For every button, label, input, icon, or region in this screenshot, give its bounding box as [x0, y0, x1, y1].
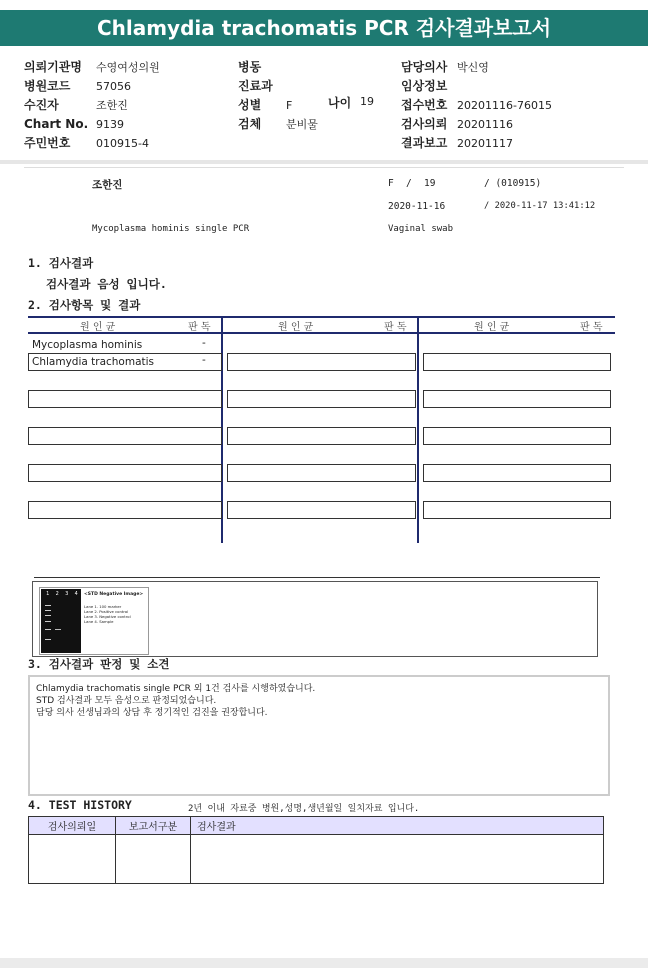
- header-divider-line: [24, 167, 624, 168]
- patient-age: 19: [424, 178, 436, 189]
- gel-band: [45, 639, 51, 640]
- resident-no-label: 주민번호: [24, 136, 71, 150]
- chart-no-label: Chart No.: [24, 117, 89, 131]
- result-row-box: [423, 464, 611, 482]
- gel-band: [45, 605, 51, 606]
- gel-lane-label: 4: [74, 591, 78, 597]
- result-row-box: [227, 390, 416, 408]
- hospital-label: 의뢰기관명: [24, 60, 82, 74]
- result-name-2: Chlamydia trachomatis: [32, 356, 155, 368]
- request-date-value: 20201116: [457, 118, 513, 131]
- receipt-no-value: 20201116-76015: [457, 99, 552, 112]
- gel-image: [39, 587, 149, 655]
- specimen-value: 분비물: [286, 118, 318, 131]
- section3-title: 3. 검사결과 판정 및 소견: [28, 657, 170, 671]
- report-date-value: 20201117: [457, 137, 513, 150]
- header-left: [24, 56, 160, 151]
- result-name-1: Mycoplasma hominis: [32, 339, 143, 351]
- result-row-box: [423, 427, 611, 445]
- patient-sex: F: [388, 178, 394, 189]
- result-row-box: [227, 501, 416, 519]
- gel-band: [45, 621, 51, 622]
- gel-legend-item: Lane 2. Positive control: [84, 609, 129, 614]
- result-row-box: [28, 501, 222, 519]
- col-judgement-3: 판 독: [580, 322, 603, 333]
- history-col-result: 검사결과: [191, 817, 604, 835]
- gel-lane-label: 3: [65, 591, 69, 597]
- gel-panel-top-rule: [34, 577, 600, 578]
- patient-slash: /: [406, 178, 412, 189]
- history-col-report-type: 보고서구분: [116, 817, 191, 835]
- chart-no-value: 9139: [96, 118, 124, 131]
- receipt-no-label: 접수번호: [401, 98, 448, 112]
- gel-lane-labels: [43, 591, 81, 597]
- specimen-label: 검체: [238, 117, 262, 131]
- gel-lane-label: 1: [46, 591, 50, 597]
- bottom-strip: [0, 958, 648, 968]
- header-divider: [0, 160, 648, 164]
- sex-label: 성별: [238, 98, 262, 112]
- results-top-rule: [28, 316, 615, 318]
- report-title: Chlamydia trachomatis PCR 검사결과보고서: [0, 10, 648, 46]
- opinion-box: [28, 675, 610, 796]
- hospital-code-value: 57056: [96, 80, 131, 93]
- gel-panel: [32, 581, 598, 657]
- result-row-box: [227, 353, 416, 371]
- gel-title: <STD Negative Image>: [84, 592, 144, 597]
- result-value-1: -: [202, 337, 206, 349]
- patient-id: / (010915): [484, 178, 542, 189]
- result-row-box: [423, 501, 611, 519]
- patient-name: 조한진: [92, 179, 123, 191]
- result-row-box: [28, 464, 222, 482]
- result-row-box: [28, 390, 222, 408]
- col-judgement-1: 판 독: [188, 322, 211, 333]
- gel-band: [45, 610, 51, 611]
- result-row-box: [423, 353, 611, 371]
- col-organism-3: 원 인 균: [474, 322, 510, 333]
- result-value-2: -: [202, 354, 206, 366]
- history-table: [28, 816, 604, 884]
- gel-band: [45, 629, 51, 630]
- report-date-label: 결과보고: [401, 136, 448, 150]
- ward-label: 병동: [238, 60, 262, 74]
- history-cell: [191, 835, 604, 884]
- gel-band: [45, 615, 51, 616]
- gel-legend-item: Lane 1. 100 marker: [84, 604, 122, 609]
- patient-label: 수진자: [24, 98, 59, 112]
- result-row-box: [227, 464, 416, 482]
- gel-photo: [41, 589, 81, 653]
- section4-title: 4. TEST HISTORY: [28, 798, 132, 812]
- result-row-box: [28, 427, 222, 445]
- opinion-line: Chlamydia trachomatis single PCR 외 1건 검사를 시행하였습니다.: [36, 684, 316, 694]
- history-col-request-date: 검사의뢰일: [29, 817, 116, 835]
- test-name: Mycoplasma hominis single PCR: [92, 224, 250, 234]
- doctor-value: 박신영: [457, 61, 489, 74]
- clinical-info-label: 임상정보: [401, 79, 448, 93]
- age-label: 나이: [328, 96, 352, 110]
- section1-text: 검사결과 음성 입니다.: [46, 277, 167, 291]
- history-note: 2년 이내 자료중 병원,성명,생년월일 일치자료 입니다.: [188, 804, 420, 814]
- gel-legend-item: Lane 4. Sample: [84, 619, 114, 624]
- result-row-box: [227, 427, 416, 445]
- header-right: [401, 56, 552, 151]
- header-mid: [238, 56, 398, 132]
- age-value: 19: [360, 95, 374, 108]
- result-row-box: [423, 390, 611, 408]
- department-label: 진료과: [238, 79, 273, 93]
- col-organism-1: 원 인 균: [80, 322, 116, 333]
- gel-lane-label: 2: [55, 591, 59, 597]
- resident-no-value: 010915-4: [96, 137, 149, 150]
- report-datetime: / 2020-11-17 13:41:12: [484, 201, 596, 211]
- opinion-line: 담당 의사 선생님과의 상담 후 정기적인 검진을 권장합니다.: [36, 708, 268, 718]
- gel-band: [55, 629, 61, 630]
- opinion-text: [36, 683, 315, 719]
- gel-legend: [84, 604, 131, 624]
- hospital-value: 수영여성의원: [96, 61, 160, 74]
- section2-title: 2. 검사항목 및 결과: [28, 298, 141, 312]
- specimen-type: Vaginal swab: [388, 224, 454, 234]
- results-header-rule: [28, 332, 615, 334]
- sex-value: F: [286, 99, 293, 112]
- section1-title: 1. 검사결과: [28, 256, 94, 270]
- request-date-label: 검사의뢰: [401, 117, 448, 131]
- history-cell: [29, 835, 116, 884]
- opinion-line: STD 검사결과 모두 음성으로 판정되었습니다.: [36, 696, 217, 706]
- patient-value: 조한진: [96, 99, 128, 112]
- col-organism-2: 원 인 균: [278, 322, 314, 333]
- header-info: [24, 56, 634, 156]
- results-divider-2: [417, 317, 419, 543]
- history-cell: [116, 835, 191, 884]
- hospital-code-label: 병원코드: [24, 79, 71, 93]
- col-judgement-2: 판 독: [384, 322, 407, 333]
- gel-legend-item: Lane 3. Negative control: [84, 614, 131, 619]
- receive-date: 2020-11-16: [388, 201, 446, 212]
- doctor-label: 담당의사: [401, 60, 448, 74]
